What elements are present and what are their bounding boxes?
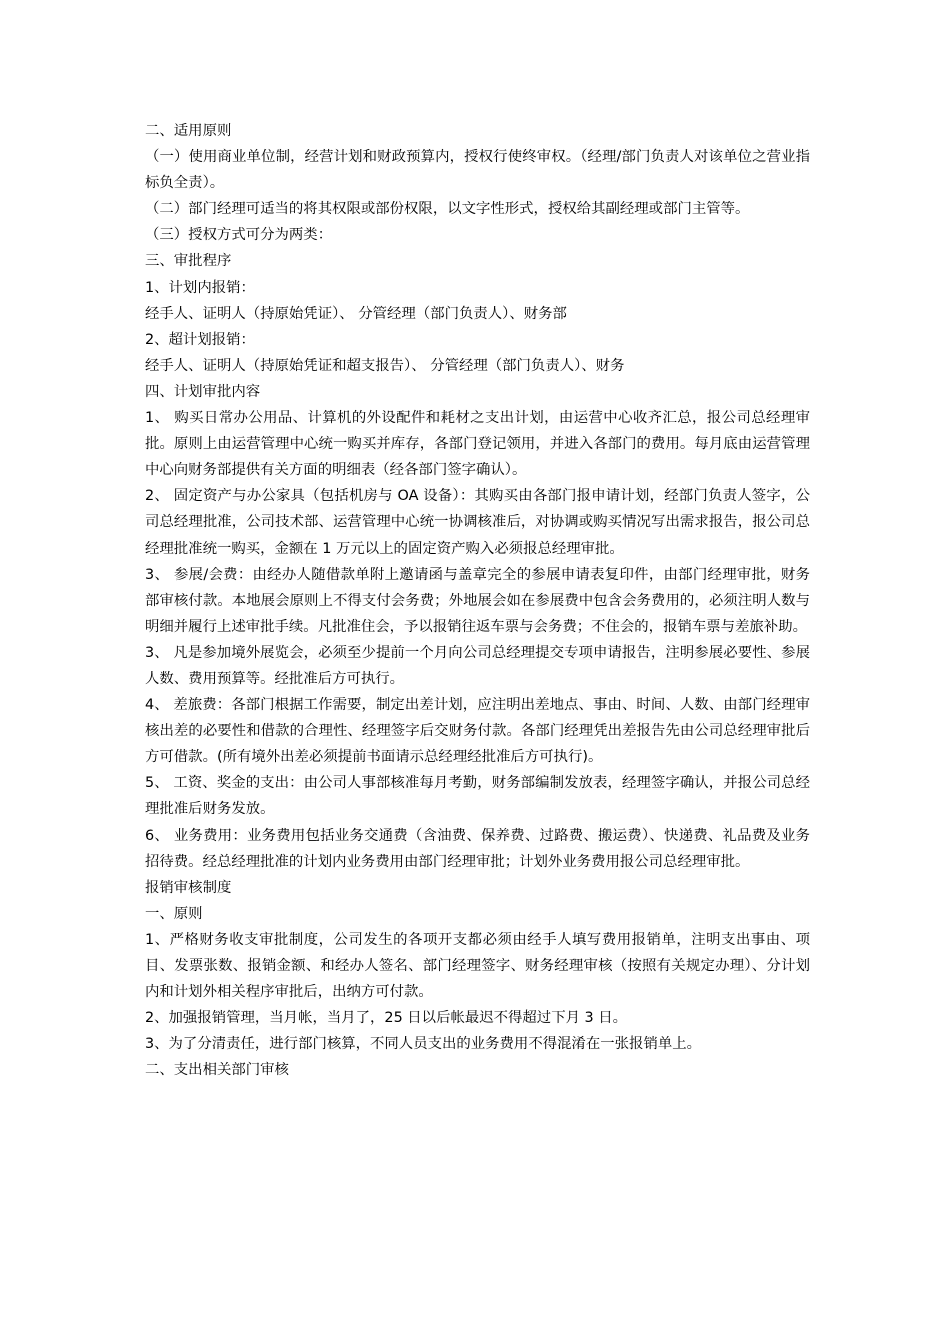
principle-paragraph-2: （二）部门经理可适当的将其权限或部份权限，以文字性形式，授权给其副经理或部门主管等。 (145, 201, 750, 218)
content-item-exhibition-fees: 3、 参展/会费：由经办人随借款单附上邀请函与盖章完全的参展申请表复印件，由部门经理审批，财务部审核付款。本地展会原则上不得支付会务费；外地展会如在参展费中包含会务费用的，必须注明人数与明细并履行上述审批手续。凡批准住会，予以报销往返车票与会务费；不住会的，报销车票与差旅补助。 (145, 566, 810, 635)
content-item-business-expenses: 6、 业务费用：业务费用包括业务交通费（含油费、保养费、过路费、搬运费）、快递费、礼品费及业务招待费。经总经理批准的计划内业务费用由部门经理审批；计划外业务费用报公司总经理审批。 (145, 827, 810, 870)
section-heading-principle: 一、原则 (145, 905, 203, 922)
section-heading-plan-approval-content: 四、计划审批内容 (145, 383, 261, 400)
audit-rule-3: 3、为了分清责任，进行部门核算，不同人员支出的业务费用不得混淆在一张报销单上。 (145, 1036, 702, 1053)
procedure-in-plan-title: 1、计划内报销： (145, 279, 255, 296)
principle-paragraph-1: （一）使用商业单位制，经营计划和财政预算内，授权行使终审权。（经理/部门负责人对该单位之营业指标负全责）。 (145, 149, 810, 192)
section-heading-applicable-principles: 二、适用原则 (145, 123, 232, 139)
content-item-salary-bonus: 5、 工资、奖金的支出：由公司人事部核准每月考勤，财务部编制发放表，经理签字确认，并报公司总经理批准后财务发放。 (145, 775, 810, 818)
section-heading-approval-procedure: 三、审批程序 (145, 253, 232, 270)
content-item-office-supplies: 1、 购买日常办公用品、计算机的外设配件和耗材之支出计划，由运营中心收齐汇总，报公司总经理审批。原则上由运营管理中心统一购买并库存，各部门登记领用，并进入各部门的费用。每月底由运营管理中心向财务部提供有关方面的明细表（经各部门签字确认）。 (145, 410, 810, 479)
audit-rule-2: 2、加强报销管理，当月帐，当月了，25 日以后帐最迟不得超过下月 3 日。 (145, 1010, 628, 1027)
section-heading-department-review: 二、支出相关部门审核 (145, 1062, 289, 1079)
procedure-over-plan-flow: 经手人、证明人（持原始凭证和超支报告）、 分管经理（部门负责人）、财务 (145, 357, 625, 374)
content-item-travel-expenses: 4、 差旅费：各部门根据工作需要，制定出差计划，应注明出差地点、事由、时间、人数、由部门经理审核出差的必要性和借款的合理性、经理签字后交财务付款。各部门经理凭出差报告先由公司总经理审批后方可借款。(所有境外出差必须提前书面请示总经理经批准后方可执行)。 (145, 697, 810, 766)
content-item-fixed-assets: 2、 固定资产与办公家具（包括机房与 OA 设备）：其购买由各部门报申请计划，经部门负责人签字，公司总经理批准，公司技术部、运营管理中心统一协调核准后，对协调或购买情况写出需求报告，报公司总经理批准统一购买，金额在 1 万元以上的固定资产购入必须报总经理审批。 (145, 488, 810, 557)
audit-rule-1: 1、严格财务收支审批制度，公司发生的各项开支都必须由经手人填写费用报销单，注明支出事由、项目、发票张数、报销金额、和经办人签名、部门经理签字、财务经理审核（按照有关规定办理）、分计划内和计划外相关程序审批后，出纳方可付款。 (145, 931, 810, 1001)
document-body (145, 118, 810, 1083)
content-item-overseas-exhibition: 3、 凡是参加境外展览会，必须至少提前一个月向公司总经理提交专项申请报告，注明参展必要性、参展人数、费用预算等。经批准后方可执行。 (145, 644, 810, 687)
principle-paragraph-3: （三）授权方式可分为两类： (145, 227, 333, 244)
section-heading-reimbursement-audit: 报销审核制度 (145, 879, 232, 896)
procedure-in-plan-flow: 经手人、证明人（持原始凭证）、 分管经理（部门负责人）、财务部 (145, 305, 567, 322)
procedure-over-plan-title: 2、超计划报销： (145, 331, 255, 348)
